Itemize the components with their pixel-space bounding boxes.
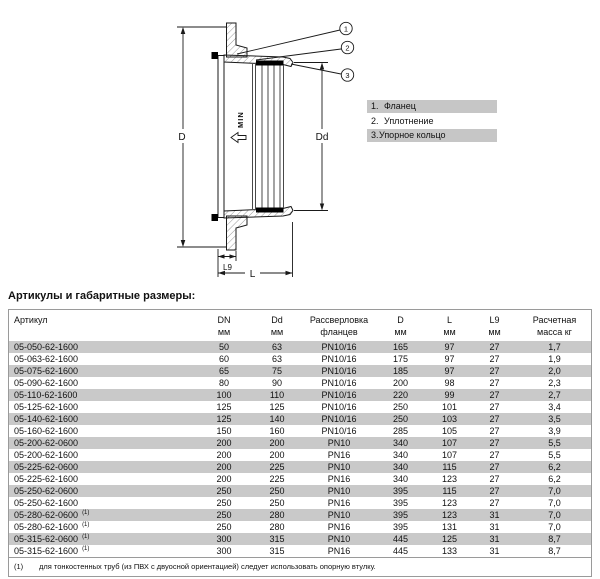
cell-drilling: PN10/16 [321,378,357,388]
cell-article [9,521,199,533]
col-header-l9: L9 [489,315,500,325]
table-footnote [9,557,591,576]
legend-item-number: 2. [371,115,379,126]
cell-article [9,365,199,377]
cell-dn: 150 [216,426,232,436]
cell-drilling: PN10 [327,438,351,448]
col-header-mass: Расчетная [532,315,577,325]
cell-dn: 200 [216,450,232,460]
article-number: 05-063-62-1600 [14,354,79,364]
article-number: 05-200-62-1600 [14,450,79,460]
legend-item-label: Упорное кольцо [379,130,446,140]
inserted-pipe-lines [253,64,284,209]
cell-mass: 1,9 [548,354,561,364]
cell-mass: 8,7 [548,546,561,556]
cell-dd: 160 [269,426,285,436]
table-row [9,437,591,449]
cell-drilling: PN10/16 [321,390,357,400]
cell-d: 285 [392,426,409,436]
cell-article [9,341,199,353]
cell-l9: 27 [489,462,500,472]
article-number: 05-090-62-1600 [14,378,79,388]
cell-article [9,377,199,389]
footnote-marker: (1) [14,562,24,571]
cell-dd: 200 [269,450,285,460]
cell-l: 105 [441,426,458,436]
cell-drilling: PN16 [327,522,351,532]
table-row [9,341,591,353]
cell-dn: 250 [216,510,232,520]
cell-l9: 27 [489,438,500,448]
table-row [9,401,591,413]
article-footnote-ref: (1) [82,522,90,528]
cell-d: 185 [392,366,409,376]
article-number: 05-110-62-1600 [14,390,78,400]
cell-mass: 7,0 [548,498,561,508]
cell-l: 107 [441,450,458,460]
cell-drilling: PN10/16 [321,414,357,424]
cell-d: 395 [392,522,409,532]
cell-dd: 280 [269,522,285,532]
cell-d: 165 [392,342,409,352]
table-row [9,545,591,557]
article-number: 05-280-62-0600 [14,510,79,520]
cell-dd: 200 [269,438,285,448]
cell-dn: 50 [218,342,229,352]
cell-mass: 8,7 [548,534,561,544]
cell-d: 395 [392,498,409,508]
articles-table [9,310,591,557]
table-header [9,310,591,341]
cell-article [9,473,199,485]
table-row [9,497,591,509]
article-footnote-ref: (1) [82,534,90,540]
dim-label-l: L [249,269,256,280]
legend-item-number: 1. [371,101,379,111]
cell-dn: 200 [216,462,232,472]
cell-mass: 3,5 [548,414,561,424]
article-number: 05-250-62-1600 [14,498,79,508]
table-row [9,521,591,533]
cell-mass: 3,9 [548,426,561,436]
balloon-2: 2 [345,43,350,53]
cell-l: 99 [444,390,455,400]
table-body [9,341,591,557]
cell-drilling: PN10 [327,510,351,520]
cell-article [9,389,199,401]
cell-dn: 80 [218,378,229,388]
col-header-drilling: Рассверловка [309,315,369,325]
cell-dd: 125 [269,402,285,412]
cell-drilling: PN16 [327,546,351,556]
cell-l9: 27 [489,474,500,484]
article-footnote-ref: (1) [82,510,90,516]
cell-dd: 63 [271,342,282,352]
cell-l9: 31 [489,546,500,556]
col-header-l: L [446,315,452,325]
article-number: 05-125-62-1600 [14,402,79,412]
article-footnote-ref: (1) [82,546,90,552]
cell-dd: 110 [269,390,285,400]
cell-drilling: PN10 [327,486,351,496]
table-row [9,353,591,365]
corner-seal-top [212,52,219,59]
cell-l9: 27 [489,426,500,436]
legend-item-thrust-ring [367,129,497,142]
cell-l: 97 [444,366,455,376]
cell-dn: 300 [216,534,232,544]
cell-mass: 2,7 [548,390,561,400]
legend-item-label: Уплотнение [384,115,434,126]
cell-dd: 225 [269,474,285,484]
col-units-dd: мм [270,327,284,337]
cell-dn: 250 [216,486,232,496]
legend-item-seal [367,115,497,128]
cell-d: 200 [392,378,409,388]
cell-l: 101 [441,402,458,412]
cell-article [9,401,199,413]
col-units-dn: мм [217,327,231,337]
col-header-d: D [397,315,404,325]
cell-mass: 2,0 [548,366,561,376]
cell-drilling: PN10 [327,534,351,544]
cell-d: 340 [392,438,409,448]
cell-dn: 300 [216,546,232,556]
cell-dn: 65 [218,366,229,376]
cell-l9: 27 [489,354,500,364]
cell-dd: 250 [269,486,285,496]
cell-l: 123 [441,498,458,508]
cell-d: 395 [392,510,409,520]
cell-dn: 100 [216,390,232,400]
cell-l9: 27 [489,390,500,400]
cell-d: 340 [392,450,409,460]
cell-d: 250 [392,402,409,412]
table-row [9,461,591,473]
balloon-3: 3 [345,70,350,80]
cell-l9: 27 [489,402,500,412]
cell-l9: 31 [489,510,500,520]
cell-dn: 60 [218,354,229,364]
cell-l: 97 [444,342,455,352]
cell-dd: 315 [269,534,285,544]
cell-dd: 90 [271,378,282,388]
cell-article [9,425,199,437]
cell-dd: 63 [271,354,282,364]
legend-item-label: Фланец [384,101,416,111]
parts-legend [367,100,497,144]
article-number: 05-050-62-1600 [14,342,79,352]
cell-article [9,461,199,473]
col-units-drilling: фланцев [320,327,358,337]
legend-item-flange [367,100,497,113]
article-number: 05-315-62-1600 [14,546,79,556]
cell-mass: 7,0 [548,522,561,532]
cell-dn: 250 [216,522,232,532]
col-header-dd: Dd [271,315,283,325]
legend-item-number: 3. [371,130,379,140]
col-units-l9: мм [488,327,501,337]
balloon-1: 1 [343,24,349,34]
cell-dd: 280 [269,510,285,520]
cell-l9: 31 [489,522,500,532]
cell-d: 340 [392,474,409,484]
col-units-mass: масса кг [537,327,572,337]
cell-article [9,485,199,497]
article-number: 05-225-62-1600 [14,474,79,484]
cell-d: 340 [392,462,409,472]
callout-balloons [340,22,354,81]
corner-seal-bottom [212,214,219,221]
col-units-article [9,325,199,341]
cell-article [9,497,199,509]
gasket-bottom [256,208,284,213]
article-number: 05-160-62-1600 [14,426,79,436]
article-number: 05-250-62-0600 [14,486,79,496]
cell-mass: 5,5 [548,438,561,448]
cell-l9: 31 [489,534,500,544]
cell-d: 445 [392,546,409,556]
cell-drilling: PN10/16 [321,342,357,352]
cell-l: 97 [444,354,455,364]
cell-drilling: PN16 [327,450,351,460]
cell-l: 125 [441,534,458,544]
cell-d: 220 [392,390,409,400]
cell-l: 115 [442,486,457,496]
cell-l: 103 [441,414,458,424]
cell-l: 133 [441,546,458,556]
table-row [9,365,591,377]
cell-dn: 200 [216,474,232,484]
cell-l9: 27 [489,342,500,352]
cell-dn: 125 [216,402,232,412]
table-row [9,389,591,401]
article-number: 05-200-62-0600 [14,438,79,448]
cell-d: 445 [392,534,409,544]
dim-label-dd: Dd [315,132,329,143]
cell-dd: 140 [269,414,285,424]
cell-drilling: PN10 [327,462,351,472]
table-row [9,533,591,545]
article-number: 05-280-62-1600 [14,522,79,532]
cell-dn: 200 [216,438,232,448]
table-row [9,449,591,461]
cell-article [9,353,199,365]
footnote-text: для тонкостенных труб (из ПВХ с двуосной ориентацией) следует использовать опорную втулку. [39,562,376,571]
cell-mass: 5,5 [548,450,561,460]
cell-article [9,509,199,521]
cell-l: 98 [444,378,455,388]
cell-dn: 250 [216,498,232,508]
min-insertion-label: MIN [236,111,245,128]
cell-l: 123 [441,474,458,484]
flange-adapter-drawing [0,0,600,288]
cell-d: 175 [392,354,409,364]
cell-drilling: PN10/16 [321,366,357,376]
cell-mass: 2,3 [548,378,561,388]
socket-back-wall [218,56,224,218]
cell-article [9,533,199,545]
article-number: 05-315-62-0600 [14,534,79,544]
article-number: 05-075-62-1600 [14,366,79,376]
cell-drilling: PN10/16 [321,354,357,364]
cell-article [9,437,199,449]
cell-drilling: PN10/16 [321,402,357,412]
flange-ring-bottom [227,216,248,250]
table-row [9,485,591,497]
cell-l: 115 [442,462,457,472]
cell-l9: 27 [489,414,500,424]
articles-table-box [8,309,592,577]
cell-drilling: PN10/16 [321,426,357,436]
dim-label-l9: L9 [223,263,232,272]
flange-ring-top [227,23,248,57]
cell-mass: 6,2 [548,474,561,484]
cell-l9: 27 [489,378,500,388]
cell-article [9,449,199,461]
cell-dd: 250 [269,498,285,508]
cell-mass: 1,7 [548,342,561,352]
cell-l9: 27 [489,498,500,508]
table-row [9,509,591,521]
cell-article [9,545,199,557]
cell-mass: 3,4 [548,402,561,412]
cell-d: 250 [392,414,409,424]
cell-dd: 225 [269,462,285,472]
cell-drilling: PN16 [327,498,351,508]
table-title: Артикулы и габаритные размеры: [8,290,196,302]
col-units-d: мм [394,327,407,337]
table-row [9,425,591,437]
cell-l9: 27 [489,366,500,376]
insertion-direction-arrow-icon [231,133,246,143]
cell-d: 395 [392,486,409,496]
cell-dd: 315 [269,546,285,556]
cell-l: 131 [441,522,458,532]
dim-label-d: D [178,132,186,143]
table-row [9,377,591,389]
cell-l9: 27 [489,450,500,460]
cell-dd: 75 [271,366,282,376]
table-row [9,473,591,485]
cell-mass: 7,0 [548,486,561,496]
table-row [9,413,591,425]
cell-l: 123 [441,510,458,520]
gasket-top [256,61,284,66]
col-header-article: Артикул [14,315,48,325]
col-header-dn: DN [217,315,231,325]
cell-mass: 6,2 [548,462,561,472]
article-number: 05-225-62-0600 [14,462,79,472]
cell-l: 107 [441,438,458,448]
col-units-l: мм [443,327,456,337]
article-number: 05-140-62-1600 [14,414,79,424]
cell-l9: 27 [489,486,500,496]
cell-mass: 7,0 [548,510,561,520]
cell-dn: 125 [216,414,232,424]
cell-drilling: PN16 [327,474,351,484]
cell-article [9,413,199,425]
